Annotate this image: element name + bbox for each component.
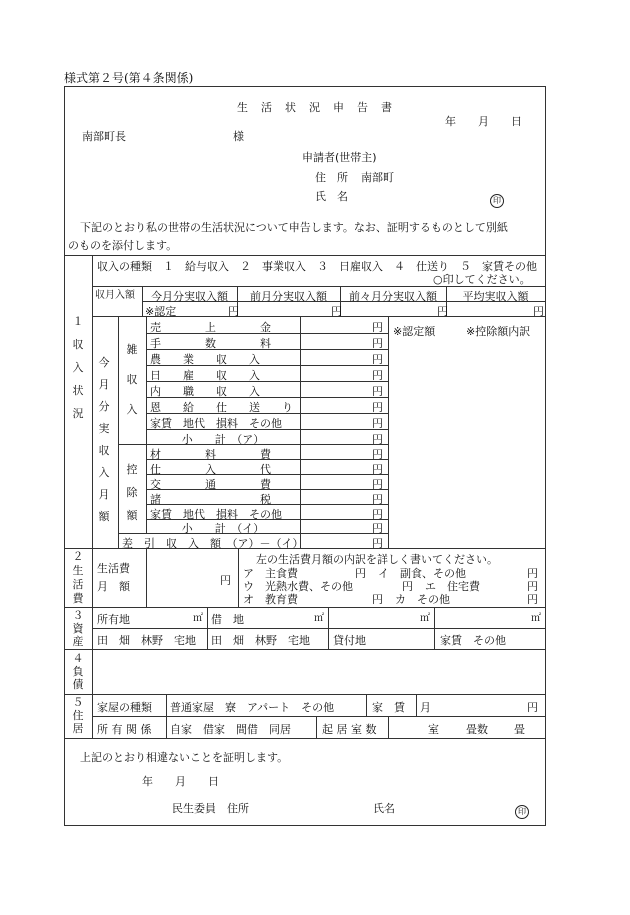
nintei-label: ※認定 — [145, 305, 177, 318]
note-nintei: ※認定額 — [393, 325, 436, 338]
yen-cell[interactable]: 円 — [372, 493, 383, 506]
date-line[interactable]: 年 月 日 — [445, 115, 522, 128]
misc-item: 恩 給 仕 送 り — [150, 401, 293, 414]
deduction-item: 家賃 地代 損料 その他 — [150, 508, 282, 521]
deduction-item: 諸 税 — [150, 493, 271, 506]
table-rule-vertical — [146, 548, 147, 607]
owned-types[interactable]: 田 畑 林野 宅地 — [97, 634, 196, 647]
form-frame — [64, 86, 546, 826]
table-rule-vertical — [388, 716, 389, 738]
living-note: 左の生活費月額の内訳を詳しく書いてください。 — [256, 553, 498, 566]
col-last: 前月分実収入額 — [250, 290, 327, 303]
table-rule-vertical — [118, 316, 119, 548]
living-item-i: イ 副食、その他 — [378, 567, 466, 580]
yen-last[interactable]: 円 — [331, 305, 342, 318]
yen-cell[interactable]: 円 — [372, 463, 383, 476]
yen-cell[interactable]: 円 — [372, 417, 383, 430]
yen-average[interactable]: 円 — [533, 305, 544, 318]
living-item-ka: カ その他 — [395, 593, 450, 606]
living-item-e: エ 住宅費 — [425, 580, 480, 593]
owned-land-label: 所有地 — [97, 613, 130, 626]
house-type-label: 家屋の種類 — [97, 701, 152, 714]
living-section-label: ２生活費 — [72, 550, 84, 605]
col-current: 今月分実収入額 — [151, 290, 228, 303]
yen-before-last[interactable]: 円 — [437, 305, 448, 318]
living-item-o: オ 教育費 — [243, 593, 298, 606]
yen-cell[interactable]: 円 — [372, 433, 383, 446]
addressee: 南部町長 — [82, 130, 126, 143]
ownership-label: 所 有 関 係 — [97, 723, 152, 736]
yen-cell[interactable]: 円 — [372, 353, 383, 366]
table-rule-vertical — [416, 694, 417, 716]
table-rule-vertical — [300, 316, 301, 548]
rental-m2[interactable]: ㎡ — [420, 613, 430, 624]
intro-line-1: 下記のとおり私の世帯の生活状況について申告します。なお、証明するものとして別紙 — [80, 221, 508, 234]
yen-cell[interactable]: 円 — [372, 522, 383, 535]
yen-cell[interactable]: 円 — [372, 385, 383, 398]
table-rule-horizontal — [64, 738, 545, 739]
yen-cell[interactable]: 円 — [372, 537, 383, 550]
seal-mark: 印 — [515, 805, 529, 819]
table-rule-vertical — [434, 607, 435, 649]
rent-label: 家 賃 — [372, 701, 405, 714]
misc-label: 雑 収 入 — [126, 343, 149, 416]
living-yen[interactable]: 円 — [220, 574, 231, 587]
misc-subtotal: 小 計 （ア） — [181, 433, 265, 446]
applicant-seal — [490, 188, 504, 208]
cert-date[interactable]: 年 月 日 — [142, 775, 219, 788]
table-rule-vertical — [166, 694, 167, 738]
house-type-options[interactable]: 普通家屋 寮 アパート その他 — [170, 701, 335, 714]
table-rule-horizontal — [64, 694, 545, 695]
yen-cell[interactable]: 円 — [372, 508, 383, 521]
income-row-label: 収月入額 — [95, 290, 135, 301]
mats-unit[interactable]: 畳数 — [466, 723, 488, 736]
yen-current[interactable]: 円 — [228, 305, 239, 318]
commissioner-seal — [515, 799, 529, 819]
table-rule-vertical — [238, 548, 239, 607]
commissioner-address-label: 民生委員 住所 — [172, 802, 249, 815]
leased-types[interactable]: 田 畑 林野 宅地 — [211, 634, 310, 647]
table-rule-horizontal — [92, 628, 545, 629]
misc-item: 日 雇 収 入 — [150, 369, 260, 382]
rent-month[interactable]: 月 — [420, 701, 431, 714]
table-rule-horizontal — [64, 255, 545, 256]
misc-item: 家賃 地代 損料 その他 — [150, 417, 282, 430]
yen-cell[interactable]: 円 — [372, 337, 383, 350]
yen-ka[interactable]: 円 — [527, 593, 538, 606]
yen-o[interactable]: 円 — [372, 593, 383, 606]
table-rule-horizontal — [64, 607, 545, 608]
applicant-label: 申請者(世帯主) — [302, 151, 377, 164]
misc-item: 手 数 料 — [150, 337, 271, 350]
addressee-sama: 様 — [233, 130, 244, 143]
owned-m2[interactable]: ㎡ — [193, 613, 203, 624]
leased-m2[interactable]: ㎡ — [314, 613, 324, 624]
net-income-label: 差 引 収 入 額 （ア）－（イ） — [122, 537, 304, 550]
table-rule-vertical — [207, 607, 208, 649]
yen-cell[interactable]: 円 — [372, 321, 383, 334]
table-rule-vertical — [366, 694, 367, 716]
rooms-label: 起 居 室 数 — [322, 723, 377, 736]
cert-statement: 上記のとおり相違ないことを証明します。 — [80, 751, 289, 764]
yen-i[interactable]: 円 — [527, 567, 538, 580]
table-rule-vertical — [316, 716, 317, 738]
income-section-label: １ 収 入 状 況 — [72, 315, 95, 420]
name-label: 氏 名 — [315, 190, 348, 203]
yen-cell[interactable]: 円 — [372, 369, 383, 382]
ownership-options[interactable]: 自家 借家 間借 同居 — [170, 723, 291, 736]
deduction-subtotal: 小 計 （イ） — [181, 522, 265, 535]
col-before-last: 前々月分実収入額 — [349, 290, 437, 303]
table-rule-vertical — [388, 316, 389, 548]
living-item-a: ア 主食費 — [243, 567, 298, 580]
intro-line-2: のものを添付します。 — [68, 239, 178, 252]
rent-yen[interactable]: 円 — [527, 701, 538, 714]
deduction-item: 仕 入 代 — [150, 463, 271, 476]
yen-cell[interactable]: 円 — [372, 478, 383, 491]
rental-land-label: 貸付地 — [333, 634, 366, 647]
form-title: 生 活 状 況 申 告 書 — [237, 101, 393, 114]
debts-section-label: ４負債 — [72, 652, 84, 691]
income-types-line1[interactable]: 収入の種類 １ 給与収入 ２ 事業収入 ３ 日雇収入 ４ 仕送り ５ 家賃その他 — [97, 260, 537, 273]
yen-a[interactable]: 円 — [355, 567, 366, 580]
note-deduction: ※控除額内訳 — [466, 325, 531, 338]
assets-section-label: ３資産 — [72, 609, 84, 648]
col-average: 平均実収入額 — [462, 290, 529, 303]
leased-land-label: 借 地 — [211, 613, 244, 626]
seal-mark: 印 — [490, 194, 504, 208]
deduction-item: 材 料 費 — [150, 448, 271, 461]
tatami-unit[interactable]: 畳 — [514, 723, 525, 736]
table-rule-horizontal — [64, 649, 545, 650]
living-monthly-label: 生活費月 額 — [97, 562, 130, 593]
misc-item: 内 職 収 入 — [150, 385, 260, 398]
living-item-u: ウ 光熱水費、その他 — [243, 580, 353, 593]
yen-u[interactable]: 円 — [402, 580, 413, 593]
rent-other-label: 家賃 その他 — [440, 634, 506, 647]
other-m2[interactable]: ㎡ — [531, 613, 541, 624]
yen-cell[interactable]: 円 — [372, 448, 383, 461]
yen-cell[interactable]: 円 — [372, 401, 383, 414]
table-rule-vertical — [328, 607, 329, 649]
commissioner-name-label: 氏名 — [373, 802, 395, 815]
deduction-label: 控 除 額 — [126, 463, 149, 522]
monthly-label: 今月分実収入月額 — [98, 356, 110, 523]
address-label: 住 所 — [315, 171, 348, 184]
table-rule-horizontal — [92, 716, 545, 717]
address-value[interactable]: 南部町 — [361, 171, 394, 184]
misc-item: 売 上 金 — [150, 321, 271, 334]
residence-section-label: ５住居 — [72, 696, 84, 735]
yen-e[interactable]: 円 — [527, 580, 538, 593]
misc-item: 農 業 収 入 — [150, 353, 260, 366]
form-label: 様式第２号(第４条関係) — [64, 71, 194, 85]
deduction-item: 交 通 費 — [150, 478, 271, 491]
rooms-unit[interactable]: 室 — [428, 723, 439, 736]
income-types-line2: ○印してください。 — [433, 273, 531, 286]
